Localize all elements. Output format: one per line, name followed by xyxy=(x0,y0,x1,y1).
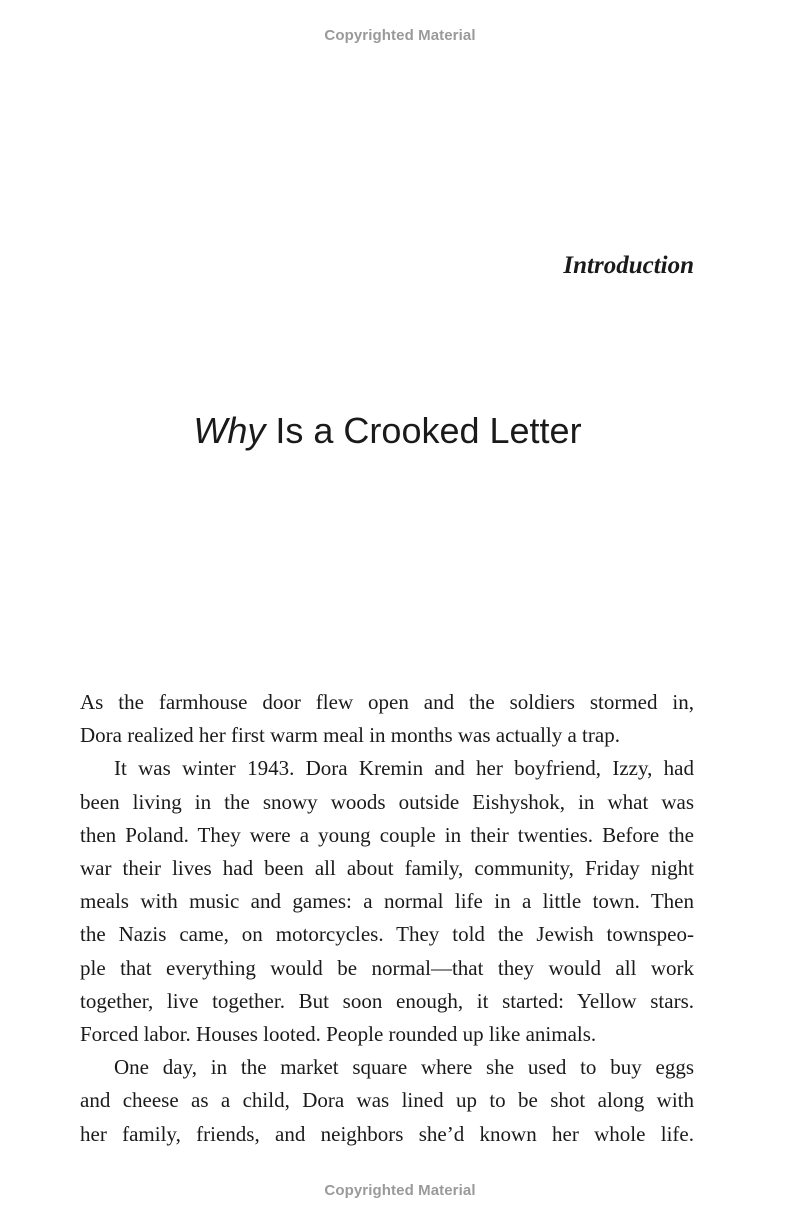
chapter-title xyxy=(0,410,775,452)
text-line: As the farmhouse door flew open and the soldiers stormed in, xyxy=(80,690,694,714)
text-line: meals with music and games: a normal life in a little town. Then xyxy=(80,889,694,914)
text-line: been living in the snowy woods outside Eishyshok, in what was xyxy=(80,789,694,814)
paragraph-3 xyxy=(80,1051,694,1151)
text-line: Forced labor. Houses looted. People rounded up like animals. xyxy=(80,1022,597,1047)
body-text xyxy=(80,686,694,1151)
text-line: the Nazis came, on motorcycles. They told the Jewish townspeo- xyxy=(80,922,694,947)
paragraph-1 xyxy=(80,686,694,752)
text-line: ple that everything would be normal—that they would all work xyxy=(80,955,694,980)
text-line: then Poland. They were a young couple in their twenties. Before the xyxy=(80,822,694,847)
copyright-watermark-bottom: Copyrighted Material xyxy=(324,1182,476,1199)
chapter-title-rest: Is a Crooked Letter xyxy=(265,410,582,451)
text-line: It was winter 1943. Dora Kremin and her boyfriend, Izzy, had xyxy=(114,756,694,781)
paragraph-2 xyxy=(80,752,694,1051)
section-label: Introduction xyxy=(563,252,694,279)
copyright-watermark-top: Copyrighted Material xyxy=(324,27,476,44)
text-line: her family, friends, and neighbors she’d known her whole life. xyxy=(80,1121,694,1146)
text-line: One day, in the market square where she used to buy eggs xyxy=(114,1055,694,1080)
text-line: war their lives had been all about family, community, Friday night xyxy=(80,856,694,881)
text-line: together, live together. But soon enough, it started: Yellow stars. xyxy=(80,988,694,1013)
chapter-title-emphasis: Why xyxy=(193,410,266,451)
text-line: and cheese as a child, Dora was lined up to be shot along with xyxy=(80,1088,694,1113)
text-line: Dora realized her first warm meal in months was actually a trap. xyxy=(80,723,620,748)
